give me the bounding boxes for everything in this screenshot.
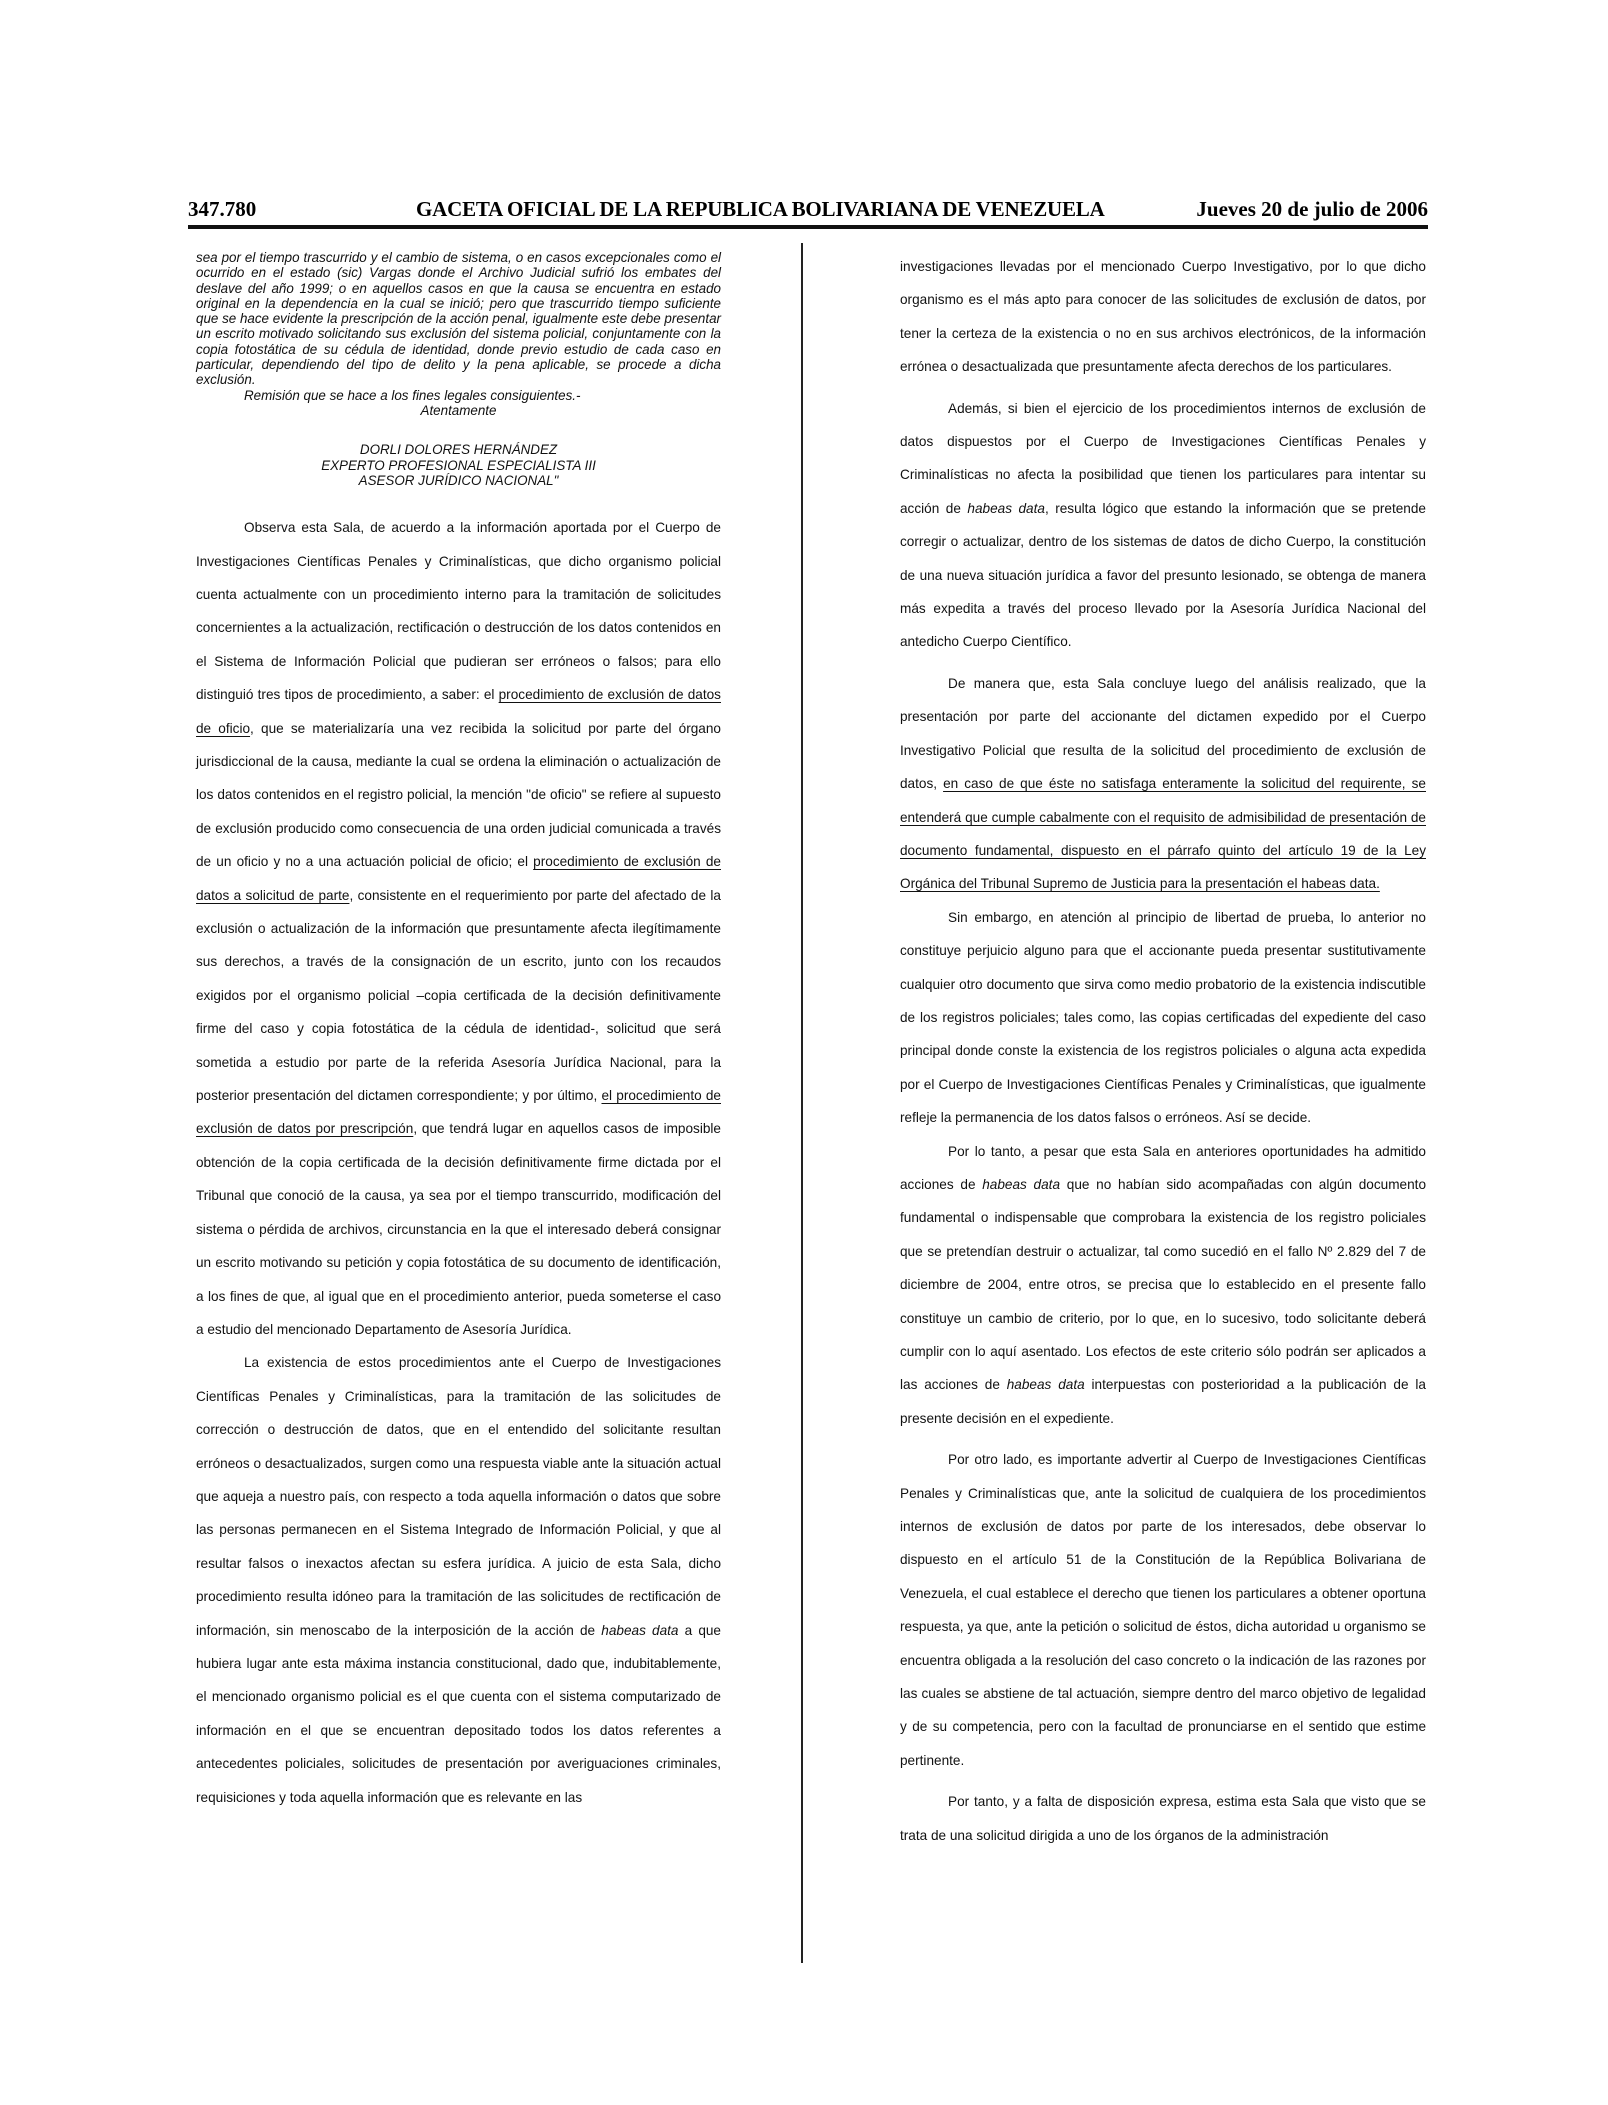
- paragraph: Por tanto, y a falta de disposición expresa, estima esta Sala que visto que se trata de una solicitud dirigida a uno de los órganos de la administración: [900, 1794, 1426, 1843]
- italic-text: habeas data: [982, 1176, 1061, 1192]
- page-number: 347.780: [188, 197, 257, 221]
- text-run: Por lo tanto, a pesar que esta Sala en anteriores oportunidades ha admitido acciones de: [900, 1143, 1426, 1192]
- right-column: [900, 250, 1426, 1852]
- text-run: , que se materializaría una vez recibida la solicitud por parte del órgano jurisdiccional de la causa, mediante la cual se ordena la eliminación o actualización de los datos contenidos en el registro policial, la mención "de oficio" se refiere al supuesto de exclusión producido como consecuencia de una orden judicial comunicada a través de un oficio y no a una actuación policial de oficio; el: [196, 720, 721, 870]
- signature-block: [196, 442, 721, 488]
- paragraph: [900, 1135, 1426, 1436]
- paragraph: [900, 392, 1426, 659]
- left-column: [196, 250, 721, 1814]
- underlined-text: procedimiento de exclusión de datos a solicitud de parte: [196, 854, 721, 903]
- header-rule: [188, 225, 1428, 229]
- paragraph: investigaciones llevadas por el mencionado Cuerpo Investigativo, por lo que dicho organismo es el más apto para conocer de las solicitudes de exclusión de datos, por tener la certeza de la existencia o no en sus archivos electrónicos, de la información errónea o desactualizada que presuntamente afecta derechos de los particulares.: [900, 259, 1426, 375]
- text-run: interpuestas con posterioridad a la publicación de la presente decisión en el expediente.: [900, 1377, 1426, 1426]
- underlined-text: en caso de que éste no satisfaga enteramente la solicitud del requirente, se entenderá que cumple cabalmente con el requisito de admisibilidad de presentación de documento fundamental, dispuesto en el párrafo quinto del artículo 19 de la Ley Orgánica del Tribunal Supremo de Justicia para la presentación el habeas data.: [900, 776, 1426, 892]
- paragraph: [900, 667, 1426, 901]
- remision-line: Remisión que se hace a los fines legales consiguientes.-: [244, 387, 581, 403]
- text-run: De manera que, esta Sala concluye luego del análisis realizado, que la presentación por parte del accionante del dictamen expedido por el Cuerpo Investigativo Policial que resulta de la solicitud del procedimiento de exclusión de datos,: [900, 675, 1426, 792]
- underlined-text: procedimiento de exclusión de datos de oficio: [196, 687, 721, 736]
- text-run: , resulta lógico que estando la información que se pretende corregir o actualizar, dentro de los sistemas de datos de dicho Cuerpo, la constitución de una nueva situación jurídica a favor del presunto lesionado, se obtenga de manera más expedita a través del proceso llevado por la Asesoría Jurídica Nacional del antedicho Cuerpo Científico.: [900, 500, 1426, 650]
- italic-text: habeas data: [967, 500, 1045, 516]
- text-run: Observa esta Sala, de acuerdo a la información aportada por el Cuerpo de Investigaciones Científicas Penales y Criminalísticas, que dicho organismo policial cuenta actualmente con un procedimiento interno para la tramitación de solicitudes concernientes a la actualización, rectificación o destrucción de los datos contenidos en el Sistema de Información Policial que pudieran ser erróneos o falsos; para ello distinguió tres tipos de procedimiento, a saber: el: [196, 520, 721, 703]
- text-run: Además, si bien el ejercicio de los procedimientos internos de exclusión de datos dispuestos por el Cuerpo de Investigaciones Científicas Penales y Criminalísticas no afecta la posibilidad que tienen los particulares para intentar su acción de: [900, 400, 1426, 516]
- column-divider: [801, 243, 803, 1963]
- quoted-text: sea por el tiempo trascurrido y el cambio de sistema, o en casos excepcionales como el ocurrido en el estado (sic) Vargas donde el Archivo Judicial sufrió los embates del deslave del año 1999; o en aquellos casos en que la causa se encuentra en estado original en la dependencia en la cual se inició; pero que trascurrido tiempo suficiente que se hace evidente la prescripción de la acción penal, igualmente este debe presentar un escrito motivado solicitando sus exclusión del sistema policial, conjuntamente con la copia fotostática de su cédula de identidad, donde previo estudio de cada caso en particular, dependiendo del tipo de delito y la pena aplicable, se procede a dicha exclusión.: [196, 250, 721, 388]
- paragraph: Sin embargo, en atención al principio de libertad de prueba, lo anterior no constituye perjuicio alguno para que el accionante pueda presentar sustitutivamente cualquier otro documento que sirva como medio probatorio de la existencia indiscutible de los registros policiales; tales como, las copias certificadas del expediente del caso principal donde conste la existencia de los registros policiales o alguna acta expedida por el Cuerpo de Investigaciones Científicas Penales y Criminalísticas, que igualmente refleje la permanencia de los datos falsos o erróneos. Así se decide.: [900, 909, 1426, 1126]
- text-run: , consistente en el requerimiento por parte del afectado de la exclusión o actualización de la información que presuntamente afecta ilegítimamente sus derechos, a través de la consignación de un escrito, junto con los recaudos exigidos por el organismo policial –copia certificada de la decisión definitivamente firme del caso y copia fotostática de la cédula de identidad-, solicitud que será sometida a estudio por parte de la referida Asesoría Jurídica Nacional, para la posterior presentación del dictamen correspondiente; y por último,: [196, 887, 721, 1104]
- signatory-office: ASESOR JURÍDICO NACIONAL": [358, 472, 559, 488]
- text-run: a que hubiera lugar ante esta máxima instancia constitucional, dado que, indubitablemente, el mencionado organismo policial es el que cuenta con el sistema computarizado de información en el que se encuentran depositado todos los datos referentes a antecedentes policiales, solicitudes de presentación por averiguaciones criminales, requisiciones y toda aquella información que es relevante en las: [196, 1622, 721, 1805]
- text-run: que no habían sido acompañadas con algún documento fundamental o indispensable que comprobara la existencia de los registro policiales que se pretendían destruir o actualizar, tal como sucedió en el fallo Nº 2.829 del 7 de diciembre de 2004, entre otros, se precisa que lo establecido en el presente fallo constituye un cambio de criterio, por lo que, en lo sucesivo, todo solicitante deberá cumplir con lo aquí asentado. Los efectos de este criterio sólo podrán ser aplicados a las acciones de: [900, 1176, 1426, 1393]
- atentamente-line: Atentamente: [420, 402, 497, 418]
- italic-text: habeas data: [601, 1622, 679, 1638]
- text-run: La existencia de estos procedimientos ante el Cuerpo de Investigaciones Científicas Penales y Criminalísticas, para la tramitación de las solicitudes de corrección o destrucción de datos, que en el entendido del solicitante resultan erróneos o desactualizados, surgen como una respuesta viable ante la situación actual que aqueja a nuestro país, con respecto a toda aquella información o datos que sobre las personas permanecen en el Sistema Integrado de Información Policial, y que al resultar falsos o inexactos afectan su esfera jurídica. A juicio de esta Sala, dicho procedimiento resulta idóneo para la tramitación de las solicitudes de rectificación de información, sin menoscabo de la interposición de la acción de: [196, 1355, 721, 1638]
- underlined-text: el procedimiento de exclusión de datos por prescripción: [196, 1088, 721, 1137]
- paragraph: Por otro lado, es importante advertir al Cuerpo de Investigaciones Científicas Penales y Criminalísticas que, ante la solicitud de cualquiera de los procedimientos internos de exclusión de datos por parte de los interesados, debe observar lo dispuesto en el artículo 51 de la Constitución de la República Bolivariana de Venezuela, el cual establece el derecho que tienen los particulares a obtener oportuna respuesta, ya que, ante la petición o solicitud de éstos, dicha autoridad u organismo se encuentra obligada a la resolución del caso concreto o la indicación de las razones por las cuales se abstiene de tal actuación, siempre dentro del marco objetivo de legalidad y de su competencia, pero con la facultad de pronunciarse en el sentido que estime pertinente.: [900, 1452, 1426, 1768]
- signatory-name: DORLI DOLORES HERNÁNDEZ: [359, 442, 558, 458]
- issue-date: Jueves 20 de julio de 2006: [1196, 197, 1428, 221]
- italic-text: habeas data: [1006, 1377, 1085, 1393]
- text-run: , que tendrá lugar en aquellos casos de imposible obtención de la copia certificada de la decisión definitivamente firme dictada por el Tribunal que conoció de la causa, ya sea por el tiempo transcurrido, modificación del sistema o pérdida de archivos, circunstancia en la que el interesado deberá consignar un escrito motivando su petición y copia fotostática de su documento de identificación, a los fines de que, al igual que en el procedimiento anterior, pueda someterse el caso a estudio del mencionado Departamento de Asesoría Jurídica.: [196, 1121, 721, 1337]
- paragraph: [196, 511, 721, 1346]
- gazette-title: GACETA OFICIAL DE LA REPUBLICA BOLIVARIANA DE VENEZUELA: [416, 197, 1105, 221]
- page-header: [188, 194, 1428, 226]
- signatory-role: EXPERTO PROFESIONAL ESPECIALISTA III: [321, 457, 596, 473]
- paragraph: [196, 1346, 721, 1814]
